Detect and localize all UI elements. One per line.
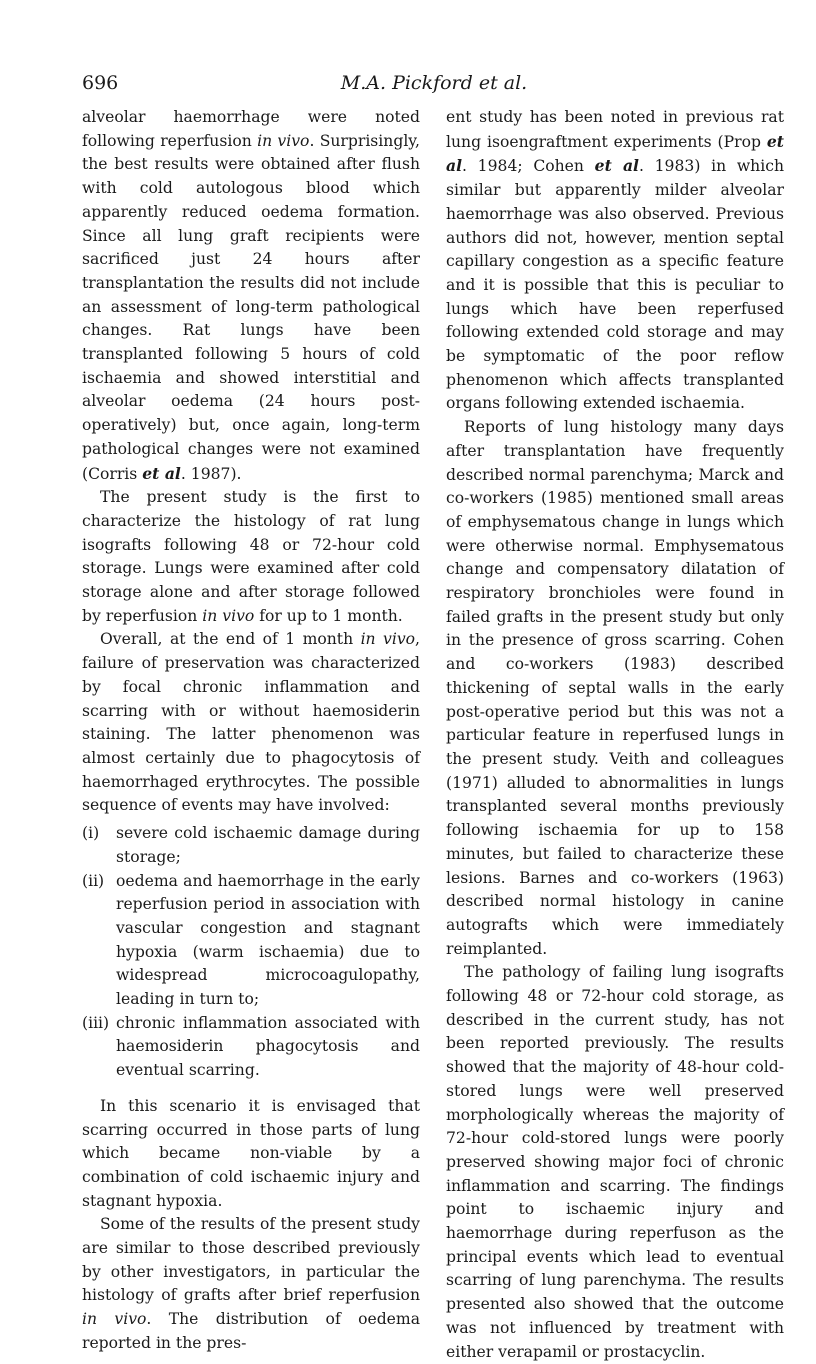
event-list [82,822,420,1083]
paragraph: Overall, at the end of 1 month in vivo, failure of preservation was characterized by focal chronic inflammation and scarring with or without haemosiderin staining. The latter phenomenon was almost certainly due to phagocytosis of haemorrhaged erythrocytes. The possible sequence of events may have involved: [82,630,420,815]
list-item: (iii) chronic inflammation associated with haemosiderin phagocytosis and eventual scarring. [82,1013,420,1080]
paragraph: The pathology of failing lung isografts following 48 or 72-hour cold storage, as described in the current study, has not been reported previously. The results showed that the majority of 48-hour cold-stored lungs were well preserved morphologically whereas the majority of 72-hour cold-stored lungs were poorly preserved showing major foci of chronic inflammation and scarring. The findings point to ischaemic injury and haemorrhage during reperfuson as the principal events which lead to eventual scarring of lung parenchyma. The results presented also showed that the outcome was not influenced by treatment with either verapamil or prostacyclin. [446,963,784,1361]
paragraph: alveolar haemorrhage were noted following reperfusion in vivo. Surprisingly, the best results were obtained after flush with cold autologous blood which apparently reduced oedema formation. Since all lung graft recipients were sacrificed just 24 hours after transplantation the results did not include an assessment of long-term pathological changes. Rat lungs have been transplanted following 5 hours of cold ischaemia and showed interstitial and alveolar oedema (24 hours post-operatively) but, once again, long-term pathological changes were not examined (Corris et al. 1987). [82,108,421,483]
paragraph: The present study is the first to characterize the histology of rat lung isografts following 48 or 72-hour cold storage. Lungs were examined after cold storage alone and after storage followed by reperfusion in vivo for up to 1 month. [82,488,420,625]
list-item: (i) severe cold ischaemic damage during storage; [82,824,420,866]
paragraph: Some of the results of the present study are similar to those described previously by other investigators, in particular the histology of grafts after brief reperfusion in vivo. The distribution of oedema reported in the pres- [82,1215,420,1352]
paragraph: ent study has been noted in previous rat lung isoengraftment experiments (Prop et al. 1984; Cohen et al. 1983) in which similar but apparently milder alveolar haemorrhage was also observed. Previous authors did not, however, mention septal capillary congestion as a specific feature and it is possible that this is peculiar to lungs which have been reperfused following extended cold storage and may be symptomatic of the poor reflow phenomenon which affects transplanted organs following extended ischaemia. [446,108,784,413]
left-column [82,106,420,1356]
list-item: (ii) oedema and haemorrhage in the early reperfusion period in association with vascular congestion and stagnant hypoxia (warm ischaemia) due to widespread microcoagulopathy, leading in turn to; [82,871,420,1009]
page-header [82,72,786,104]
paragraph: In this scenario it is envisaged that scarring occurred in those parts of lung which became non-viable by a combination of cold ischaemic injury and stagnant hypoxia. [82,1096,420,1210]
page-number: 696 [82,72,119,94]
right-column [446,106,784,1364]
running-head: M.A. Pickford et al. [340,72,528,94]
paragraph: Reports of lung histology many days after transplantation have frequently described normal parenchyma; Marck and co-workers (1985) mentioned small areas of emphysematous change in lungs which were otherwise normal. Emphysematous change and compensatory dilatation of respiratory bronchioles were found in failed grafts in the present study but only in the presence of gross scarring. Cohen and co-workers (1983) described thickening of septal walls in the early post-operative period but this was not a particular feature in reperfused lungs in the present study. Veith and colleagues (1971) alluded to abnormalities in lungs transplanted several months previously following ischaemia for up to 158 minutes, but failed to characterize these lesions. Barnes and co-workers (1963) described normal histology in canine autografts which were immediately reimplanted. [446,418,784,958]
